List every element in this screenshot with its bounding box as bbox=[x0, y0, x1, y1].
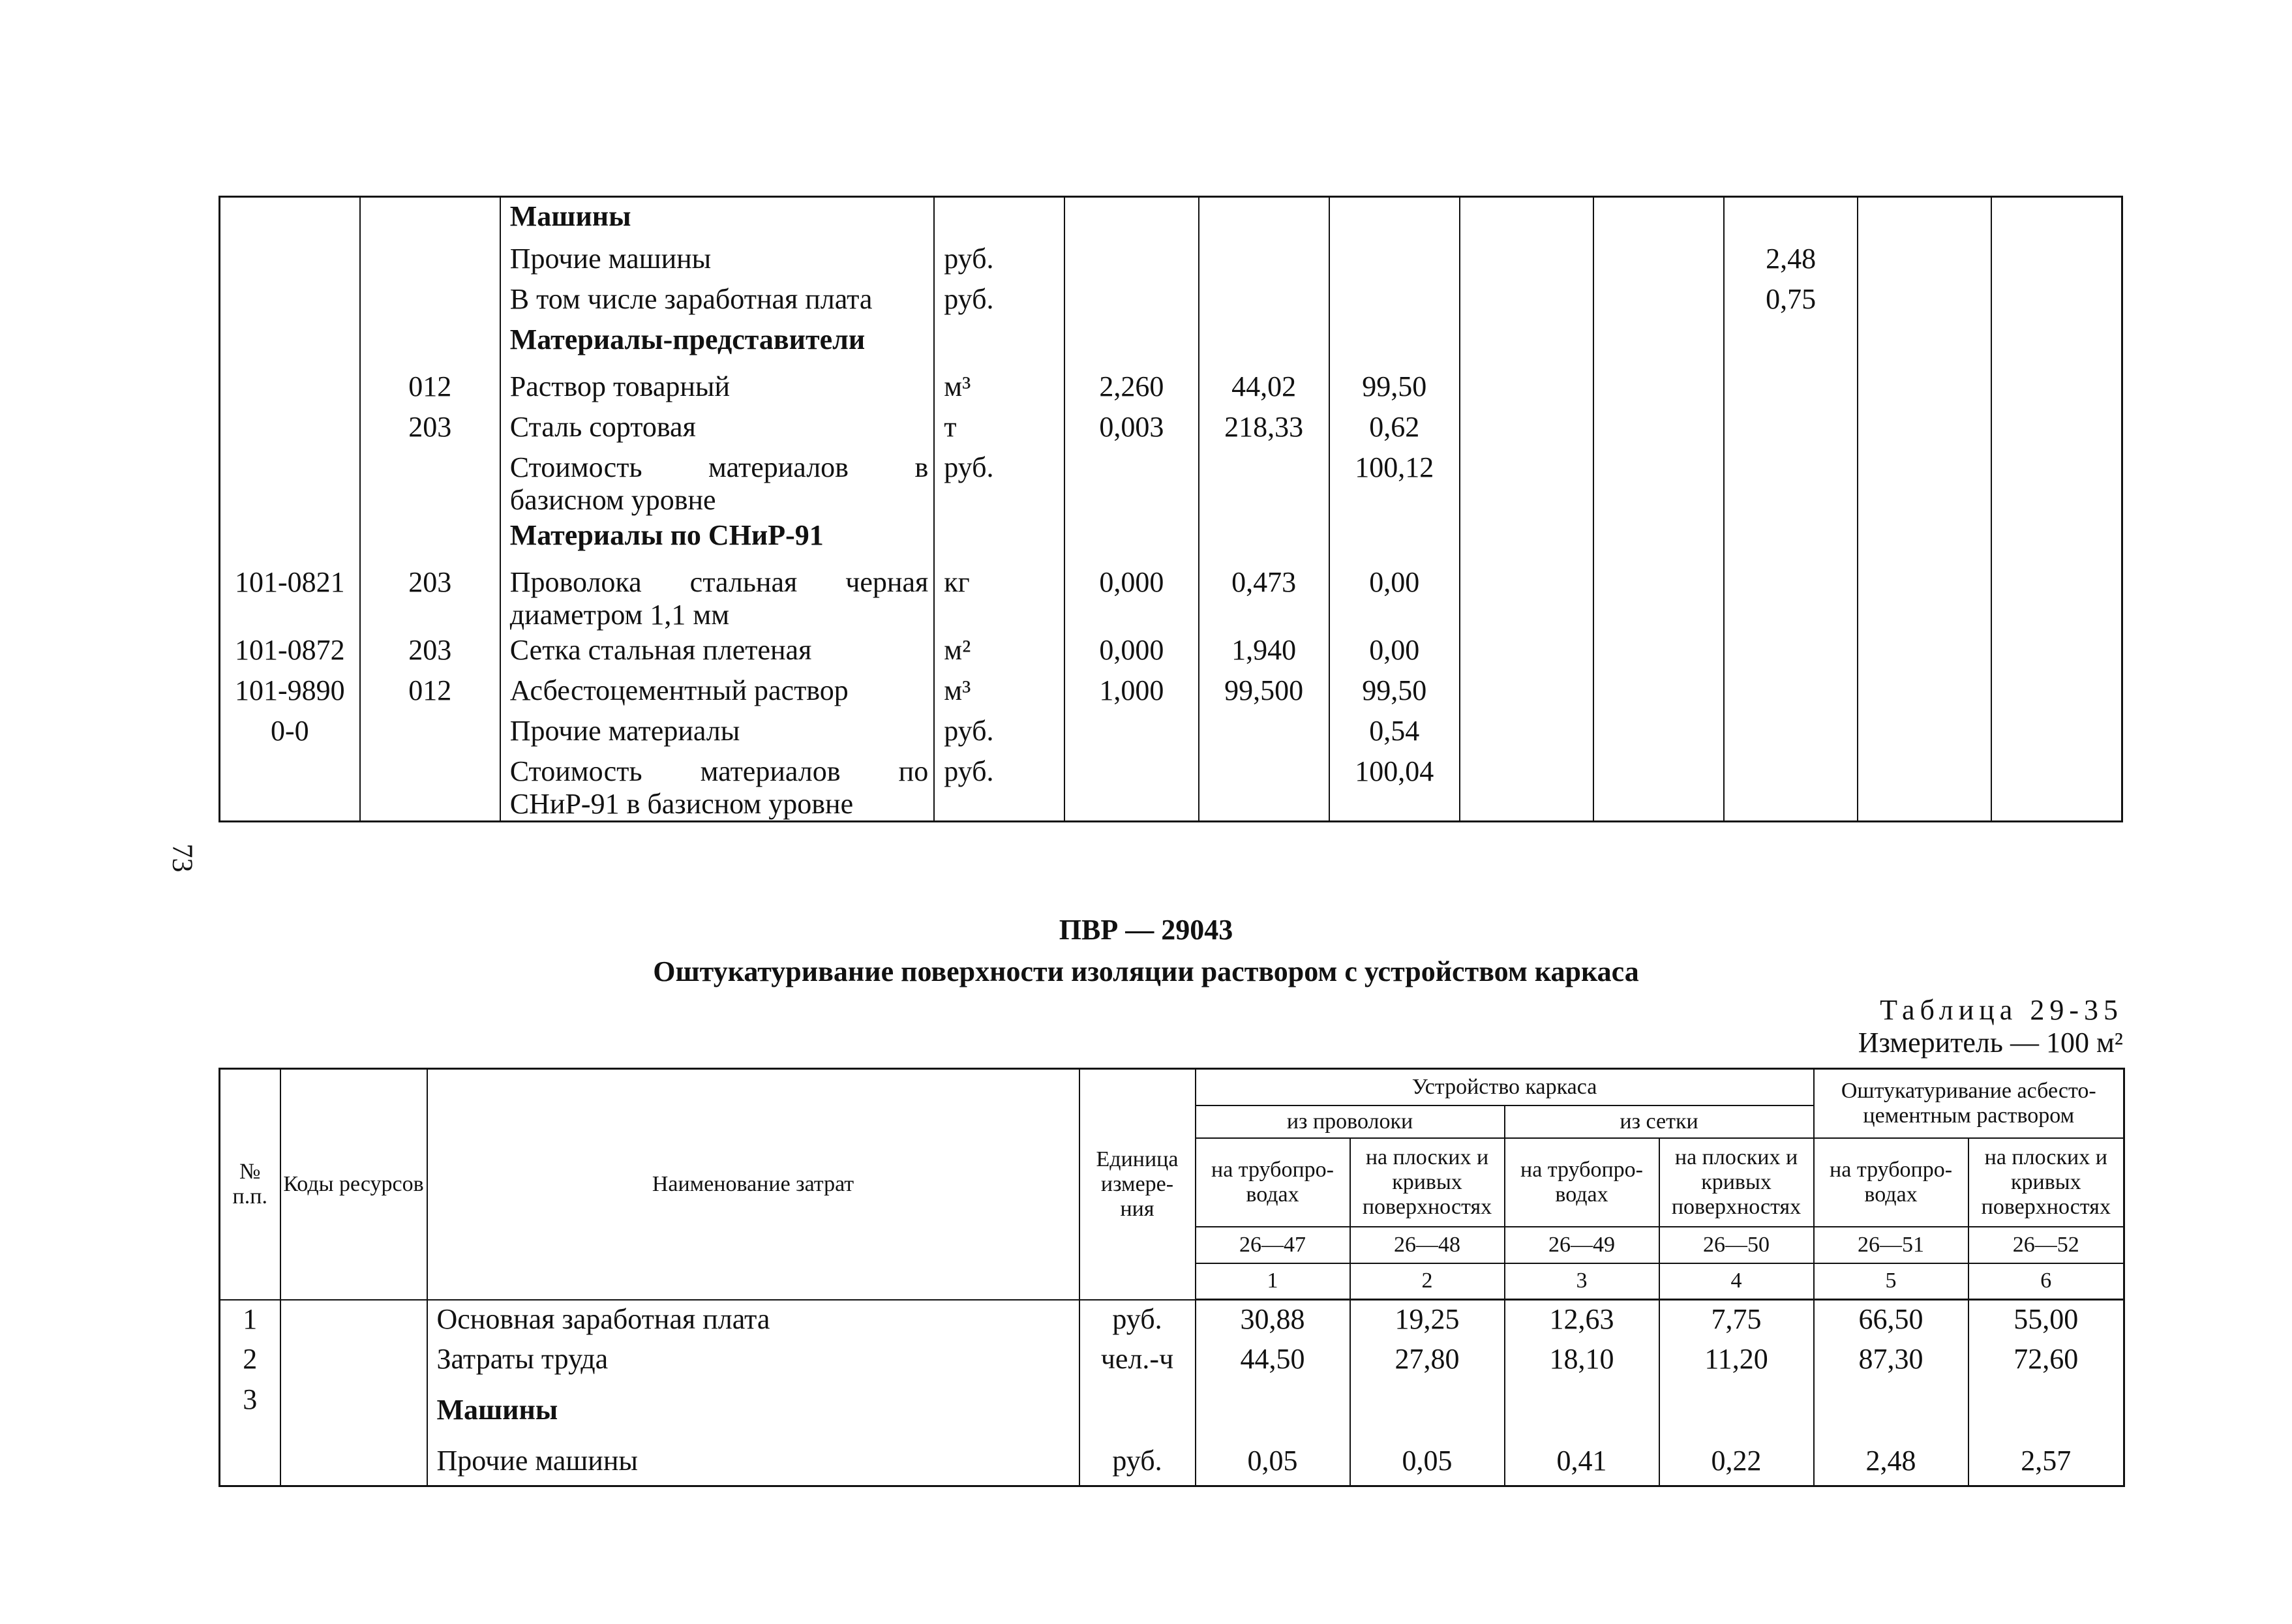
value-cell: 0,00 bbox=[1329, 631, 1460, 672]
value-cell bbox=[1858, 753, 1991, 822]
value-cell bbox=[1724, 321, 1858, 368]
value-cell bbox=[1991, 197, 2122, 240]
value-cell bbox=[1460, 240, 1593, 280]
value-cell bbox=[1593, 712, 1724, 753]
header-sub-mesh: из сетки bbox=[1505, 1105, 1814, 1138]
norm-code: 26—50 bbox=[1659, 1227, 1814, 1263]
group-code bbox=[360, 280, 500, 321]
resource-code bbox=[280, 1300, 427, 1340]
cost-name: Прочие машины bbox=[500, 240, 934, 280]
value-cell: 44,02 bbox=[1199, 368, 1329, 408]
value-cell: 7,75 bbox=[1659, 1300, 1814, 1340]
value-cell bbox=[1858, 449, 1991, 517]
table-row bbox=[220, 1300, 2124, 1340]
cost-name: Машины bbox=[427, 1381, 1079, 1437]
value-cell: 2,57 bbox=[1968, 1437, 2124, 1486]
header-group-frame: Устройство каркаса bbox=[1196, 1069, 1814, 1105]
value-cell bbox=[1593, 408, 1724, 449]
table-row bbox=[220, 449, 2122, 517]
value-cell bbox=[1460, 197, 1593, 240]
value-cell bbox=[1460, 321, 1593, 368]
value-cell bbox=[1064, 517, 1198, 564]
value-cell bbox=[1724, 197, 1858, 240]
costs-table bbox=[219, 1068, 2125, 1487]
value-cell bbox=[1724, 753, 1858, 822]
cost-name: Стоимость материалов в базисном уровне bbox=[500, 449, 934, 517]
value-cell bbox=[1991, 564, 2122, 631]
resource-code bbox=[280, 1437, 427, 1486]
value-cell: 2,48 bbox=[1724, 240, 1858, 280]
header-unit: Единица измере- ния bbox=[1079, 1069, 1196, 1300]
value-cell bbox=[1505, 1381, 1659, 1437]
value-cell bbox=[1460, 408, 1593, 449]
resource-code: 101-0821 bbox=[220, 564, 360, 631]
table-row bbox=[220, 197, 2122, 240]
value-cell bbox=[1858, 672, 1991, 712]
column-number: 5 bbox=[1814, 1263, 1968, 1300]
value-cell bbox=[1991, 672, 2122, 712]
value-cell: 0,00 bbox=[1329, 564, 1460, 631]
table-row bbox=[220, 321, 2122, 368]
table-row bbox=[220, 240, 2122, 280]
value-cell: 11,20 bbox=[1659, 1340, 1814, 1381]
value-cell bbox=[1593, 280, 1724, 321]
value-cell bbox=[1659, 1381, 1814, 1437]
value-cell bbox=[1593, 240, 1724, 280]
value-cell: 18,10 bbox=[1505, 1340, 1659, 1381]
value-cell bbox=[1858, 712, 1991, 753]
value-cell bbox=[1814, 1381, 1968, 1437]
norm-code: 26—47 bbox=[1196, 1227, 1350, 1263]
norm-code: 26—51 bbox=[1814, 1227, 1968, 1263]
group-code: 012 bbox=[360, 368, 500, 408]
table-row bbox=[220, 564, 2122, 631]
group-code bbox=[360, 712, 500, 753]
value-cell bbox=[1991, 280, 2122, 321]
column-number: 1 bbox=[1196, 1263, 1350, 1300]
value-cell bbox=[1460, 517, 1593, 564]
value-cell bbox=[1460, 368, 1593, 408]
value-cell bbox=[1858, 408, 1991, 449]
value-cell bbox=[1593, 321, 1724, 368]
table-row bbox=[220, 753, 2122, 822]
value-cell bbox=[1064, 240, 1198, 280]
value-cell: 12,63 bbox=[1505, 1300, 1659, 1340]
value-cell: 55,00 bbox=[1968, 1300, 2124, 1340]
value-cell bbox=[1460, 280, 1593, 321]
value-cell bbox=[1199, 712, 1329, 753]
group-code: 203 bbox=[360, 631, 500, 672]
cost-name: Сетка стальная плетеная bbox=[500, 631, 934, 672]
section-title: Оштукатуривание поверхности изоляции раствором с устройством каркаса bbox=[653, 955, 1639, 987]
value-cell bbox=[1724, 408, 1858, 449]
value-cell bbox=[1199, 280, 1329, 321]
table-row bbox=[220, 280, 2122, 321]
value-cell: 100,04 bbox=[1329, 753, 1460, 822]
header-col-pipe: на трубопро- водах bbox=[1814, 1138, 1968, 1227]
value-cell bbox=[1593, 368, 1724, 408]
group-code: 012 bbox=[360, 672, 500, 712]
cost-name: Материалы-представители bbox=[500, 321, 934, 368]
row-number: 1 bbox=[220, 1300, 280, 1340]
table-label: Таблица 29-35 bbox=[1880, 994, 2123, 1026]
value-cell bbox=[1064, 712, 1198, 753]
table-row bbox=[220, 672, 2122, 712]
value-cell: 0,75 bbox=[1724, 280, 1858, 321]
value-cell bbox=[1593, 517, 1724, 564]
row-number bbox=[220, 1437, 280, 1486]
cost-name: Затраты труда bbox=[427, 1340, 1079, 1381]
row-number: 3 bbox=[220, 1381, 280, 1437]
value-cell bbox=[1196, 1381, 1350, 1437]
value-cell bbox=[1858, 321, 1991, 368]
value-cell bbox=[1991, 753, 2122, 822]
value-cell bbox=[1991, 712, 2122, 753]
value-cell bbox=[1199, 321, 1329, 368]
value-cell bbox=[1064, 321, 1198, 368]
resource-code bbox=[220, 197, 360, 240]
materials-table bbox=[219, 196, 2123, 822]
unit: кг bbox=[934, 564, 1064, 631]
cost-name: Асбестоцементный раствор bbox=[500, 672, 934, 712]
unit: т bbox=[934, 408, 1064, 449]
table-row bbox=[220, 631, 2122, 672]
value-cell: 87,30 bbox=[1814, 1340, 1968, 1381]
value-cell bbox=[1858, 631, 1991, 672]
value-cell: 27,80 bbox=[1350, 1340, 1505, 1381]
value-cell bbox=[1858, 240, 1991, 280]
value-cell bbox=[1991, 449, 2122, 517]
table-row bbox=[220, 368, 2122, 408]
value-cell bbox=[1064, 280, 1198, 321]
cost-name: Стоимость материалов по СНиР-91 в базисном уровне bbox=[500, 753, 934, 822]
value-cell: 0,473 bbox=[1199, 564, 1329, 631]
value-cell bbox=[1064, 449, 1198, 517]
value-cell bbox=[1991, 408, 2122, 449]
value-cell: 66,50 bbox=[1814, 1300, 1968, 1340]
table-row bbox=[220, 1381, 2124, 1437]
table-row bbox=[220, 408, 2122, 449]
value-cell bbox=[1593, 197, 1724, 240]
header-col-flat: на плоских и кривых поверхностях bbox=[1968, 1138, 2124, 1227]
unit: руб. bbox=[934, 280, 1064, 321]
value-cell bbox=[1593, 449, 1724, 517]
measure-label: Измеритель — 100 м² bbox=[1858, 1027, 2123, 1059]
cost-name: Основная заработная плата bbox=[427, 1300, 1079, 1340]
cost-name: Проволока стальная черная диаметром 1,1 мм bbox=[500, 564, 934, 631]
resource-code bbox=[220, 240, 360, 280]
unit bbox=[1079, 1381, 1196, 1437]
value-cell: 19,25 bbox=[1350, 1300, 1505, 1340]
value-cell: 0,000 bbox=[1064, 564, 1198, 631]
value-cell bbox=[1593, 564, 1724, 631]
cost-name: Прочие материалы bbox=[500, 712, 934, 753]
value-cell: 218,33 bbox=[1199, 408, 1329, 449]
table-row bbox=[220, 517, 2122, 564]
resource-code bbox=[220, 408, 360, 449]
resource-code bbox=[220, 368, 360, 408]
norm-code: 26—48 bbox=[1350, 1227, 1505, 1263]
row-number: 2 bbox=[220, 1340, 280, 1381]
resource-code bbox=[220, 753, 360, 822]
header-codes: Коды ресурсов bbox=[280, 1069, 427, 1300]
value-cell bbox=[1724, 517, 1858, 564]
group-code bbox=[360, 321, 500, 368]
unit bbox=[934, 517, 1064, 564]
cost-name: Раствор товарный bbox=[500, 368, 934, 408]
unit: руб. bbox=[1079, 1300, 1196, 1340]
header-group-plaster: Оштукатуривание асбесто- цементным раствором bbox=[1814, 1069, 2124, 1138]
header-num: № п.п. bbox=[220, 1069, 280, 1300]
value-cell bbox=[1724, 672, 1858, 712]
table-row bbox=[220, 712, 2122, 753]
value-cell: 0,003 bbox=[1064, 408, 1198, 449]
cost-name: Сталь сортовая bbox=[500, 408, 934, 449]
header-sub-wire: из проволоки bbox=[1196, 1105, 1505, 1138]
group-code: 203 bbox=[360, 564, 500, 631]
resource-code: 0-0 bbox=[220, 712, 360, 753]
value-cell: 0,05 bbox=[1350, 1437, 1505, 1486]
value-cell bbox=[1064, 753, 1198, 822]
cost-name: В том числе заработная плата bbox=[500, 280, 934, 321]
unit bbox=[934, 321, 1064, 368]
value-cell bbox=[1460, 672, 1593, 712]
value-cell bbox=[1460, 753, 1593, 822]
value-cell bbox=[1968, 1381, 2124, 1437]
cost-name: Материалы по СНиР-91 bbox=[500, 517, 934, 564]
value-cell: 1,940 bbox=[1199, 631, 1329, 672]
unit: руб. bbox=[934, 449, 1064, 517]
value-cell bbox=[1991, 517, 2122, 564]
header-col-pipe: на трубопро- водах bbox=[1196, 1138, 1350, 1227]
value-cell bbox=[1991, 240, 2122, 280]
value-cell bbox=[1858, 197, 1991, 240]
column-number: 6 bbox=[1968, 1263, 2124, 1300]
unit bbox=[934, 197, 1064, 240]
value-cell bbox=[1593, 672, 1724, 712]
value-cell: 0,05 bbox=[1196, 1437, 1350, 1486]
value-cell: 99,500 bbox=[1199, 672, 1329, 712]
unit: руб. bbox=[1079, 1437, 1196, 1486]
value-cell: 44,50 bbox=[1196, 1340, 1350, 1381]
value-cell bbox=[1858, 368, 1991, 408]
value-cell bbox=[1991, 631, 2122, 672]
value-cell bbox=[1460, 712, 1593, 753]
value-cell: 0,22 bbox=[1659, 1437, 1814, 1486]
group-code bbox=[360, 753, 500, 822]
value-cell bbox=[1350, 1381, 1505, 1437]
group-code bbox=[360, 197, 500, 240]
value-cell bbox=[1724, 712, 1858, 753]
unit: чел.-ч bbox=[1079, 1340, 1196, 1381]
resource-code: 101-0872 bbox=[220, 631, 360, 672]
value-cell bbox=[1199, 197, 1329, 240]
section-code: ПВР — 29043 bbox=[1059, 914, 1233, 946]
group-code bbox=[360, 240, 500, 280]
group-code bbox=[360, 517, 500, 564]
value-cell bbox=[1460, 564, 1593, 631]
cost-name: Прочие машины bbox=[427, 1437, 1079, 1486]
value-cell bbox=[1593, 631, 1724, 672]
unit: м³ bbox=[934, 368, 1064, 408]
value-cell bbox=[1858, 564, 1991, 631]
unit: руб. bbox=[934, 240, 1064, 280]
resource-code bbox=[280, 1381, 427, 1437]
value-cell bbox=[1199, 517, 1329, 564]
value-cell bbox=[1724, 449, 1858, 517]
value-cell bbox=[1064, 197, 1198, 240]
header-name: Наименование затрат bbox=[427, 1069, 1079, 1300]
value-cell bbox=[1329, 240, 1460, 280]
value-cell bbox=[1593, 753, 1724, 822]
value-cell: 0,54 bbox=[1329, 712, 1460, 753]
unit: м³ bbox=[934, 672, 1064, 712]
table-row bbox=[220, 1340, 2124, 1381]
group-code bbox=[360, 449, 500, 517]
value-cell bbox=[1329, 280, 1460, 321]
value-cell bbox=[1199, 753, 1329, 822]
resource-code bbox=[280, 1340, 427, 1381]
value-cell bbox=[1991, 321, 2122, 368]
value-cell bbox=[1858, 517, 1991, 564]
value-cell: 99,50 bbox=[1329, 672, 1460, 712]
resource-code bbox=[220, 449, 360, 517]
value-cell bbox=[1724, 368, 1858, 408]
value-cell bbox=[1329, 517, 1460, 564]
unit: м² bbox=[934, 631, 1064, 672]
column-number: 2 bbox=[1350, 1263, 1505, 1300]
column-number: 3 bbox=[1505, 1263, 1659, 1300]
column-number: 4 bbox=[1659, 1263, 1814, 1300]
resource-code bbox=[220, 321, 360, 368]
resource-code bbox=[220, 280, 360, 321]
value-cell bbox=[1329, 321, 1460, 368]
value-cell bbox=[1460, 449, 1593, 517]
table-row bbox=[220, 1437, 2124, 1486]
value-cell bbox=[1329, 197, 1460, 240]
value-cell: 0,41 bbox=[1505, 1437, 1659, 1486]
value-cell bbox=[1460, 631, 1593, 672]
value-cell: 72,60 bbox=[1968, 1340, 2124, 1381]
value-cell: 2,260 bbox=[1064, 368, 1198, 408]
unit: руб. bbox=[934, 712, 1064, 753]
header-col-flat: на плоских и кривых поверхностях bbox=[1659, 1138, 1814, 1227]
norm-code: 26—52 bbox=[1968, 1227, 2124, 1263]
value-cell: 1,000 bbox=[1064, 672, 1198, 712]
cost-name: Машины bbox=[500, 197, 934, 240]
page-number: 73 bbox=[166, 843, 199, 873]
group-code: 203 bbox=[360, 408, 500, 449]
value-cell bbox=[1724, 631, 1858, 672]
value-cell: 99,50 bbox=[1329, 368, 1460, 408]
value-cell bbox=[1991, 368, 2122, 408]
resource-code bbox=[220, 517, 360, 564]
value-cell bbox=[1858, 280, 1991, 321]
resource-code: 101-9890 bbox=[220, 672, 360, 712]
unit: руб. bbox=[934, 753, 1064, 822]
value-cell: 30,88 bbox=[1196, 1300, 1350, 1340]
header-col-flat: на плоских и кривых поверхностях bbox=[1350, 1138, 1505, 1227]
value-cell bbox=[1199, 449, 1329, 517]
value-cell bbox=[1724, 564, 1858, 631]
value-cell: 2,48 bbox=[1814, 1437, 1968, 1486]
value-cell: 0,000 bbox=[1064, 631, 1198, 672]
norm-code: 26—49 bbox=[1505, 1227, 1659, 1263]
value-cell bbox=[1199, 240, 1329, 280]
value-cell: 100,12 bbox=[1329, 449, 1460, 517]
value-cell: 0,62 bbox=[1329, 408, 1460, 449]
header-col-pipe: на трубопро- водах bbox=[1505, 1138, 1659, 1227]
